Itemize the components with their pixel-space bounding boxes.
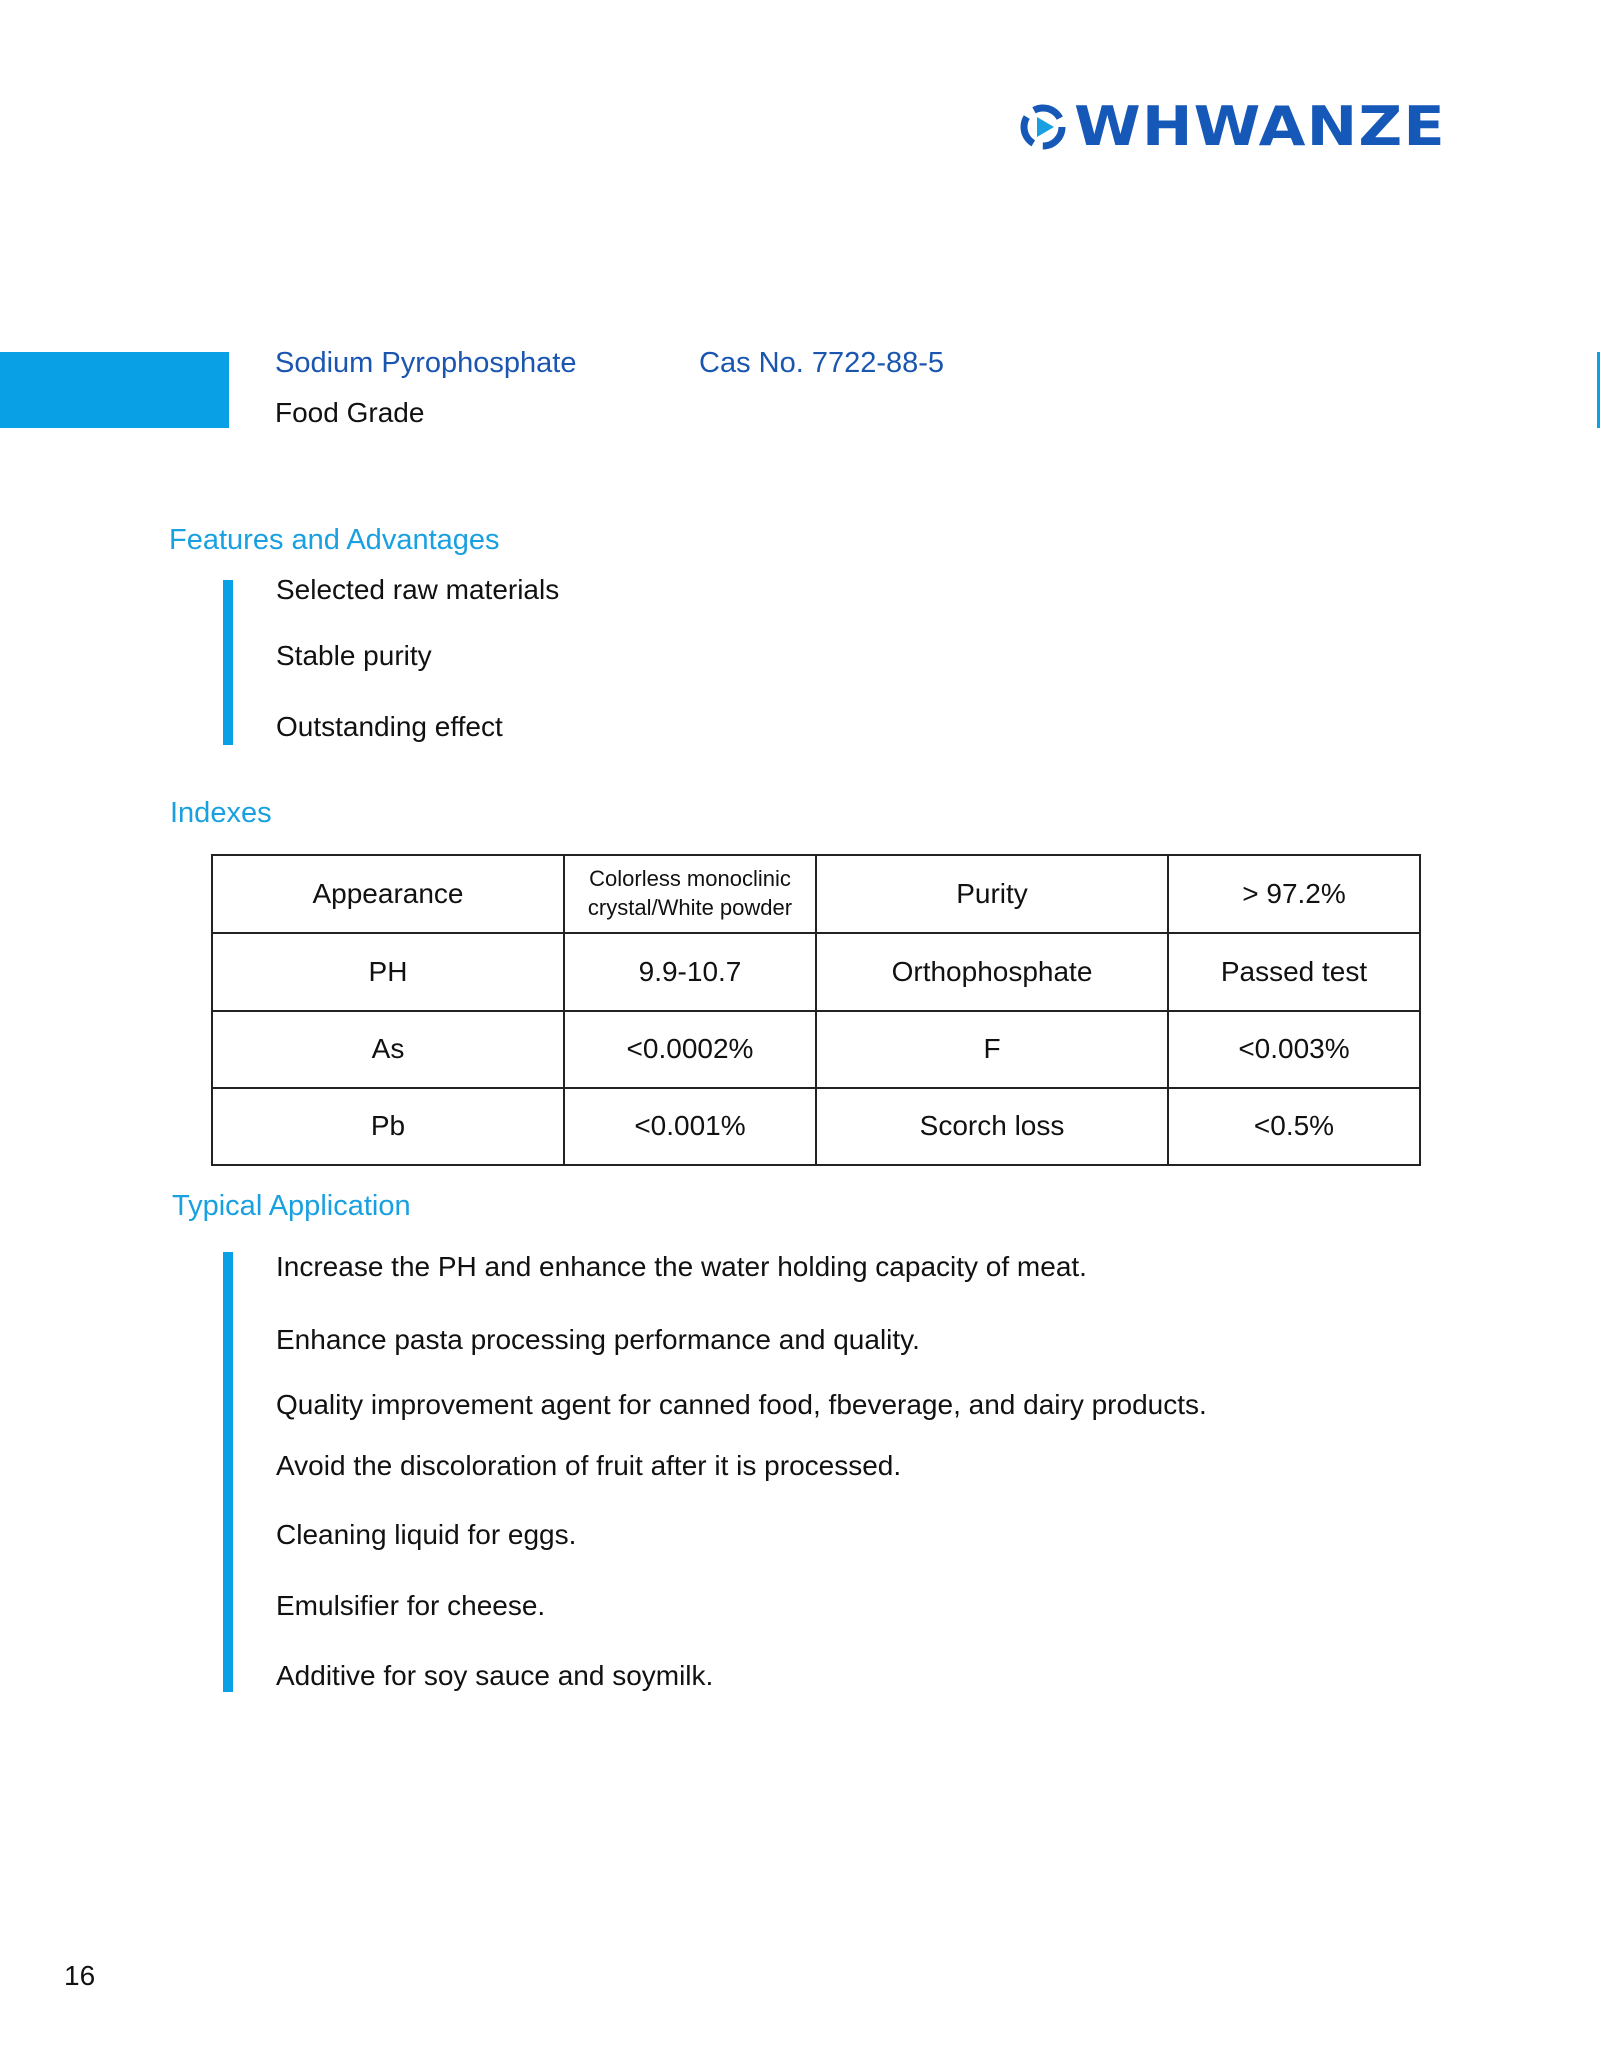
table-cell: PH [212, 933, 564, 1011]
feature-item: Selected raw materials [276, 574, 560, 605]
application-item: Increase the PH and enhance the water holding capacity of meat. [276, 1251, 1087, 1282]
table-row [212, 1088, 1420, 1165]
table-cell: > 97.2% [1168, 855, 1420, 933]
table-cell: Purity [816, 855, 1168, 933]
application-item: Additive for soy sauce and soymilk. [276, 1660, 714, 1691]
table-cell: 9.9-10.7 [564, 933, 816, 1011]
application-item: Cleaning liquid for eggs. [276, 1519, 577, 1550]
features-heading: Features and Advantages [169, 524, 500, 556]
table-cell: F [816, 1011, 1168, 1088]
application-item: Quality improvement agent for canned food, fbeverage, and dairy products. [276, 1389, 1207, 1420]
table-cell: As [212, 1011, 564, 1088]
applications-heading: Typical Application [172, 1190, 411, 1222]
brand-logo [1018, 95, 1446, 158]
table-cell: Orthophosphate [816, 933, 1168, 1011]
page-number: 16 [64, 1960, 96, 1991]
table-row [212, 855, 1420, 933]
brand-name: WHWANZE [1074, 95, 1446, 158]
feature-item: Stable purity [276, 640, 432, 671]
feature-item: Outstanding effect [276, 711, 503, 742]
application-item: Avoid the discoloration of fruit after it is processed. [276, 1450, 902, 1481]
applications-accent-bar [223, 1252, 233, 1692]
product-grade: Food Grade [275, 397, 425, 428]
features-accent-bar [223, 580, 233, 745]
table-cell: <0.0002% [564, 1011, 816, 1088]
table-cell: Appearance [212, 855, 564, 933]
table-cell: Colorless monoclinic crystal/White powder [564, 855, 816, 933]
table-cell: Scorch loss [816, 1088, 1168, 1165]
application-item: Enhance pasta processing performance and quality. [276, 1324, 920, 1355]
header-accent-band [0, 352, 229, 428]
brand-logo-icon [1018, 102, 1068, 152]
cas-number: Cas No. 7722-88-5 [699, 347, 945, 379]
application-item: Emulsifier for cheese. [276, 1590, 546, 1621]
table-cell: Passed test [1168, 933, 1420, 1011]
table-cell: Pb [212, 1088, 564, 1165]
table-row [212, 1011, 1420, 1088]
table-cell: <0.5% [1168, 1088, 1420, 1165]
table-row [212, 933, 1420, 1011]
product-name: Sodium Pyrophosphate [275, 347, 577, 379]
table-cell: <0.003% [1168, 1011, 1420, 1088]
indexes-table [211, 854, 1421, 1166]
table-cell: <0.001% [564, 1088, 816, 1165]
indexes-heading: Indexes [170, 797, 272, 829]
